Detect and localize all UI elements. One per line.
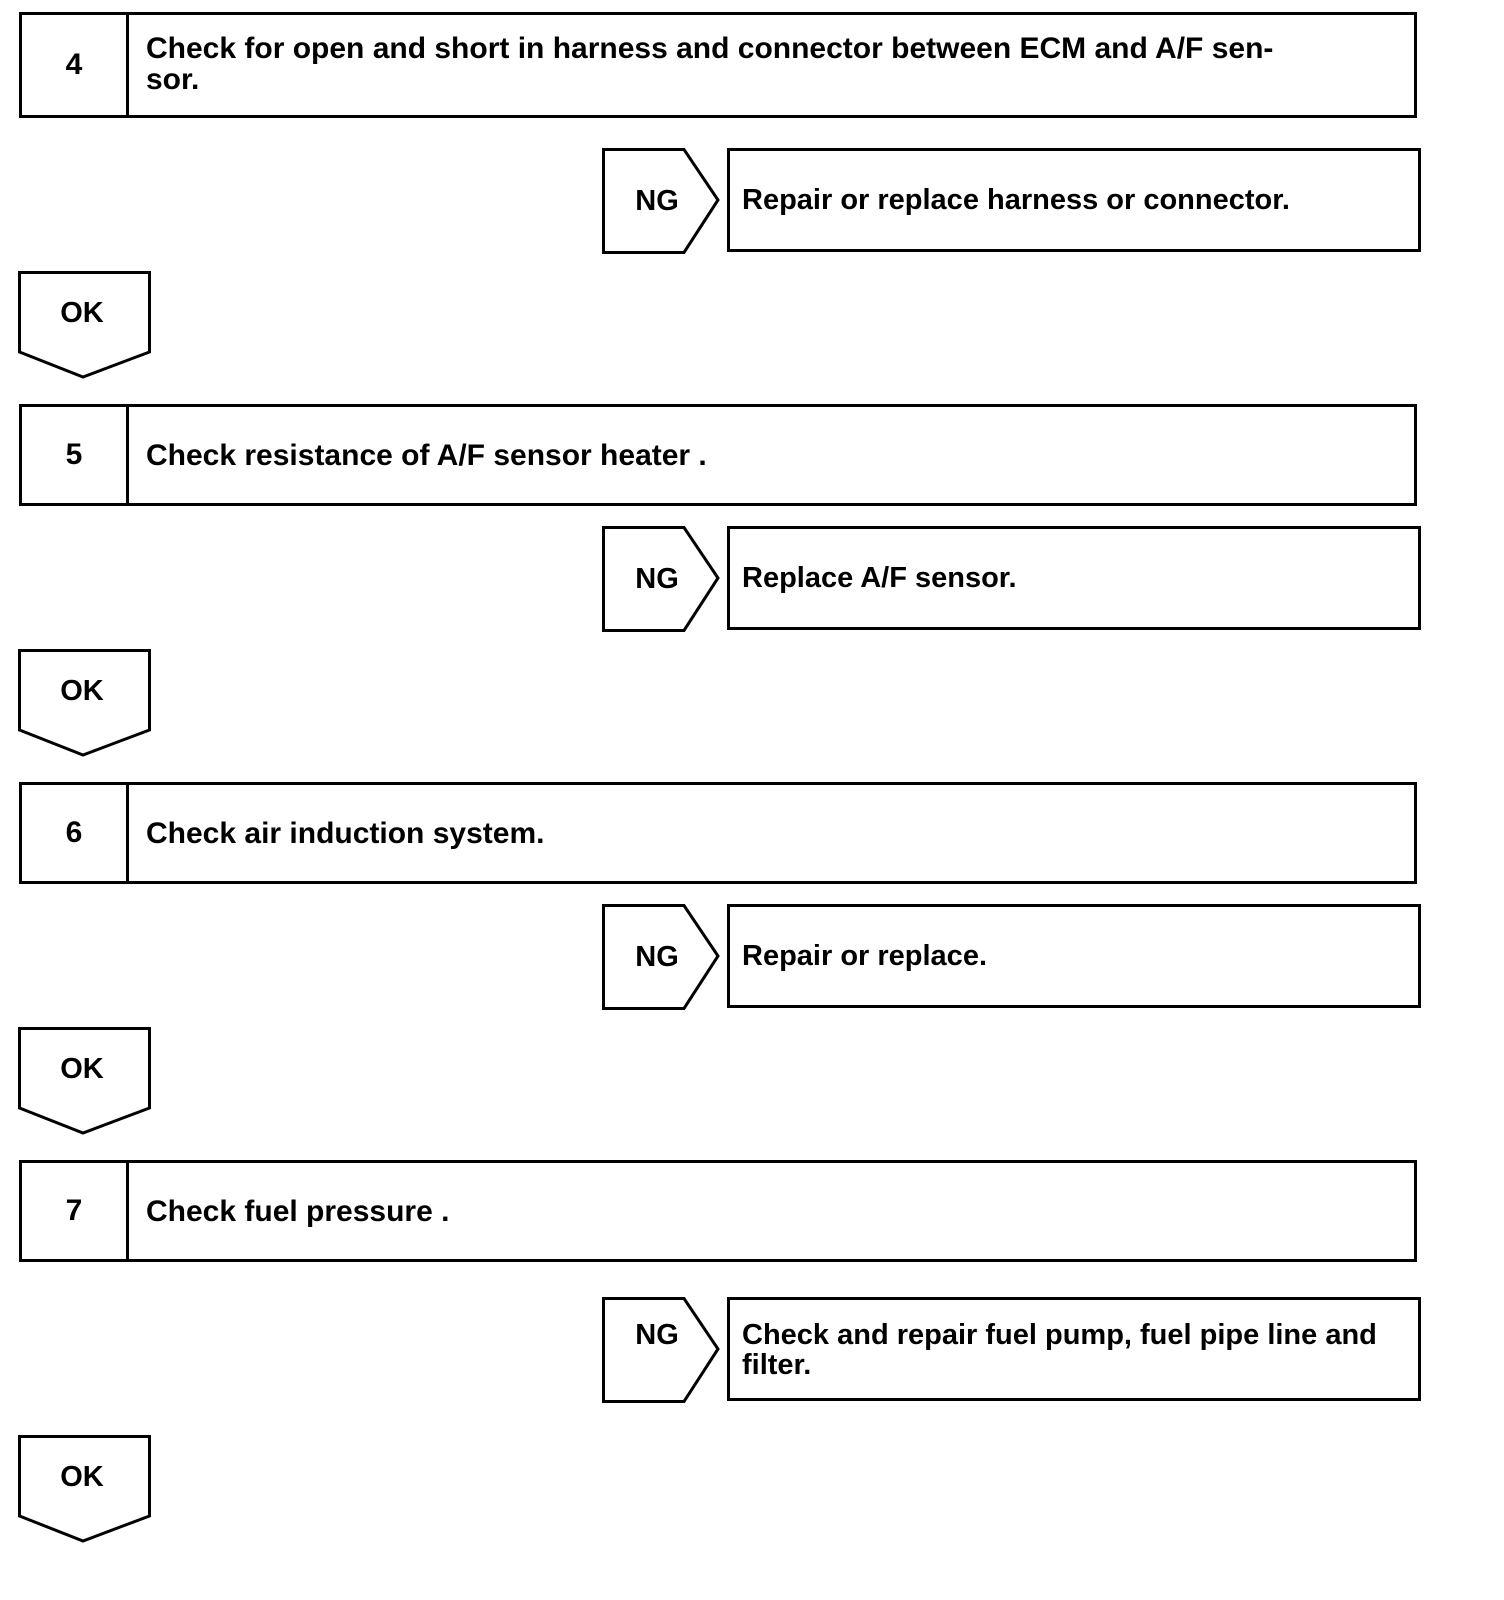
step-7-ng-action: Check and repair fuel pump, fuel pipe line and filter.	[742, 1319, 1377, 1381]
step-7-ok-label: OK	[60, 1461, 104, 1493]
step-5-box	[19, 404, 1417, 506]
step-7-number: 7	[22, 1163, 129, 1259]
step-5-ng-label: NG	[635, 563, 679, 595]
step-5-number: 5	[22, 407, 129, 503]
step-5-text: Check resistance of A/F sensor heater .	[146, 438, 707, 472]
step-4-ok-tag	[18, 271, 152, 381]
step-6-ng-action: Repair or replace.	[742, 940, 987, 972]
step-6-ok-tag	[18, 1027, 152, 1137]
step-5-ng-action: Replace A/F sensor.	[742, 562, 1017, 594]
step-4-ng-action-box	[727, 148, 1421, 252]
step-4-ng-label: NG	[635, 185, 679, 217]
step-7-ng-action-box	[727, 1297, 1421, 1401]
step-4-ng-action: Repair or replace harness or connector.	[742, 184, 1290, 216]
step-6-ng-tag	[602, 904, 722, 1012]
step-7-ok-tag	[18, 1435, 152, 1545]
step-7-text: Check fuel pressure .	[146, 1194, 450, 1228]
step-4-box	[19, 12, 1417, 118]
step-6-box	[19, 782, 1417, 884]
step-6-ok-label: OK	[60, 1053, 104, 1085]
step-4-ng-tag	[602, 148, 722, 256]
step-5-ok-label: OK	[60, 675, 104, 707]
step-7-ng-label: NG	[635, 1319, 679, 1351]
step-6-number: 6	[22, 785, 129, 881]
step-4-ok-label: OK	[60, 297, 104, 329]
step-5-ok-tag	[18, 649, 152, 759]
step-5-ng-action-box	[727, 526, 1421, 630]
step-4-text: Check for open and short in harness and connector between ECM and A/F sen- sor.	[146, 32, 1274, 96]
step-6-text: Check air induction system.	[146, 816, 545, 850]
step-6-ng-action-box	[727, 904, 1421, 1008]
step-7-ng-tag	[602, 1297, 722, 1405]
step-7-box	[19, 1160, 1417, 1262]
step-6-ng-label: NG	[635, 941, 679, 973]
step-5-ng-tag	[602, 526, 722, 634]
step-4-number: 4	[22, 15, 129, 115]
